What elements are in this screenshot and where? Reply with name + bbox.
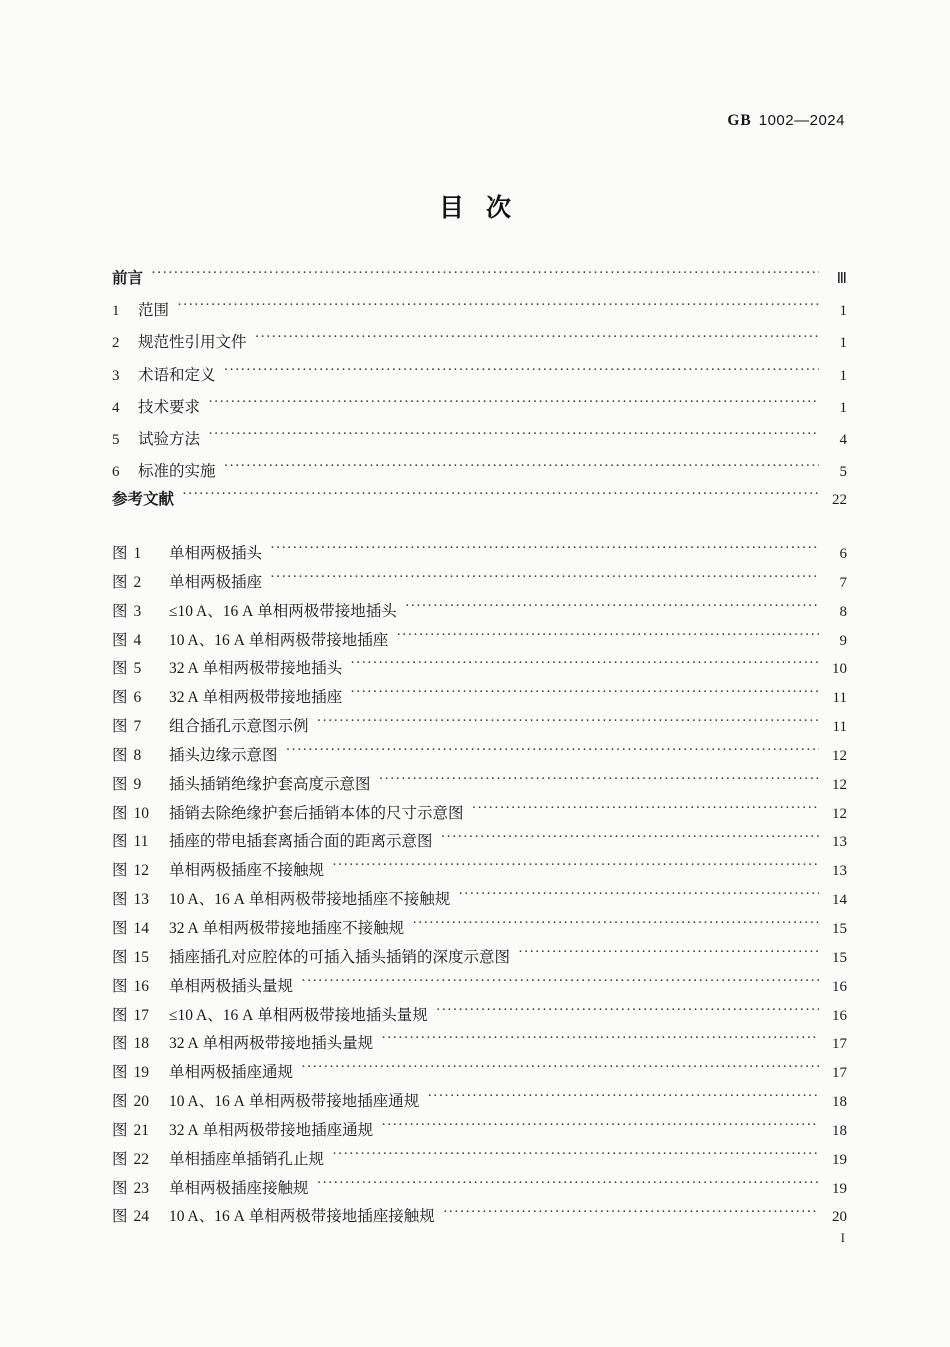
figure-number	[112, 628, 169, 650]
toc-page-number: 1	[839, 399, 847, 416]
dot-leader	[182, 489, 819, 505]
figure-number	[112, 570, 169, 592]
toc-page-number: 12	[832, 805, 847, 822]
figure-number	[112, 1089, 169, 1111]
toc-page-number: 20	[832, 1209, 847, 1226]
toc-entry-figure[interactable]	[112, 714, 847, 743]
toc-entry-figure[interactable]	[112, 1147, 847, 1176]
toc-entry-figure[interactable]	[112, 916, 847, 945]
figure-number	[112, 541, 169, 563]
toc-entry-label: 10 A、16 A 单相两极带接地插座	[169, 631, 389, 649]
standard-number: 1002—2024	[758, 112, 845, 129]
dot-leader	[412, 917, 819, 933]
figure-number	[112, 1118, 169, 1140]
toc-page-number: 16	[832, 1007, 847, 1024]
figure-index: 13	[133, 891, 150, 909]
toc-entry-figure[interactable]	[112, 858, 847, 887]
dot-leader	[270, 571, 819, 587]
toc-page-number: 13	[832, 834, 847, 851]
toc-entry-figure[interactable]	[112, 1118, 847, 1147]
figure-index: 9	[133, 775, 142, 793]
toc-entry-label: 术语和定义	[138, 366, 216, 384]
toc-page-number: 22	[832, 492, 847, 508]
toc-page-number: 13	[832, 863, 847, 880]
figure-index: 15	[133, 948, 150, 966]
figure-word: 图	[112, 660, 128, 678]
toc-entry-label: 10 A、16 A 单相两极带接地插座接触规	[169, 1208, 435, 1226]
toc-page-number: 1	[839, 335, 847, 352]
figure-number	[112, 743, 169, 765]
toc-entry-label: 插座插孔对应腔体的可插入插头插销的深度示意图	[169, 948, 511, 966]
toc-entry-references[interactable]	[112, 487, 847, 519]
toc-entry-figure[interactable]	[112, 628, 847, 657]
toc-page-number: 16	[832, 978, 847, 995]
figure-index: 6	[133, 689, 142, 707]
figure-index: 10	[133, 804, 150, 822]
toc-page-number: 10	[832, 661, 847, 678]
toc-entry-figure[interactable]	[112, 656, 847, 685]
figure-index: 17	[133, 1006, 150, 1024]
dot-leader	[208, 396, 819, 412]
toc-entry-label: 插销去除绝缘护套后插销本体的尺寸示意图	[169, 804, 464, 822]
figure-word: 图	[112, 1064, 128, 1082]
dot-leader	[286, 744, 819, 760]
toc-page-number: 18	[832, 1094, 847, 1111]
toc-entry-figure[interactable]	[112, 1176, 847, 1205]
toc-entry-label: 32 A 单相两极带接地插头量规	[169, 1035, 374, 1053]
toc-entry[interactable]	[112, 363, 847, 395]
dot-leader	[518, 946, 819, 962]
toc-entry-label: 技术要求	[138, 398, 201, 416]
toc-entry[interactable]	[112, 330, 847, 362]
figure-word: 图	[112, 631, 128, 649]
toc-entry[interactable]	[112, 395, 847, 427]
toc-entry-label: 单相两极插头	[169, 545, 263, 562]
figure-number	[112, 1060, 169, 1082]
figure-word: 图	[112, 602, 128, 620]
figure-word: 图	[112, 919, 128, 937]
toc-page-number: 12	[832, 776, 847, 793]
figure-number	[112, 858, 169, 880]
toc-entry-figure[interactable]	[112, 945, 847, 974]
toc-entry-label: 单相两极插头量规	[169, 977, 294, 995]
toc-page-number: 7	[839, 574, 847, 591]
dot-leader	[224, 364, 819, 380]
figure-index: 8	[133, 746, 142, 764]
figure-word: 图	[112, 545, 128, 562]
figure-word: 图	[112, 862, 128, 880]
toc-entry-figure[interactable]	[112, 801, 847, 830]
toc-entry-label: 32 A 单相两极带接地插座	[169, 689, 343, 707]
dot-leader	[224, 461, 819, 477]
figure-number	[112, 974, 169, 996]
dot-leader	[151, 268, 819, 284]
figure-word: 图	[112, 1035, 128, 1053]
figure-number	[112, 685, 169, 707]
figure-index: 19	[133, 1064, 150, 1082]
dot-leader	[472, 802, 819, 818]
toc-entry-label: ≤10 A、16 A 单相两极带接地插头	[169, 602, 397, 620]
figure-word: 图	[112, 891, 128, 909]
toc-entry-figure[interactable]	[112, 1031, 847, 1060]
toc-entry-label: 单相两极插座	[169, 573, 263, 591]
figure-word: 图	[112, 1093, 128, 1111]
figure-number	[112, 1176, 169, 1198]
figure-word: 图	[112, 1121, 128, 1139]
figure-index: 12	[133, 862, 150, 880]
folio-page-number: I	[840, 1230, 845, 1245]
toc-page-number: 14	[832, 892, 847, 909]
figure-word: 图	[112, 573, 128, 591]
toc-page-number: 17	[832, 1036, 847, 1053]
toc-entry-figure[interactable]	[112, 1003, 847, 1032]
dot-leader	[458, 889, 819, 905]
figure-index: 20	[133, 1093, 150, 1111]
figure-index: 3	[133, 602, 142, 620]
dot-leader	[208, 428, 819, 444]
toc-entry-label: 组合插孔示意图示例	[169, 718, 309, 736]
toc-references-list	[112, 487, 847, 519]
dot-leader	[381, 1033, 819, 1049]
toc-entry-number: 3	[112, 367, 120, 384]
figure-number	[112, 1204, 169, 1226]
toc-entry-figure[interactable]	[112, 974, 847, 1003]
toc-page-number: 15	[832, 949, 847, 966]
toc-entry-label: 单相插座单插销孔止规	[169, 1150, 325, 1168]
figure-number	[112, 1147, 169, 1169]
toc-entry-figure[interactable]	[112, 829, 847, 858]
figure-index: 4	[133, 631, 142, 649]
toc-entry-number: 5	[112, 431, 120, 448]
dot-leader	[436, 1004, 819, 1020]
dot-leader	[332, 1148, 819, 1164]
toc-entry-label: 单相两极插座通规	[169, 1064, 294, 1082]
toc-entry-figure[interactable]	[112, 887, 847, 916]
figure-index: 18	[133, 1035, 150, 1053]
toc-entry-figure[interactable]	[112, 685, 847, 714]
toc-page-number: 5	[839, 464, 847, 481]
toc-entry-figure[interactable]	[112, 772, 847, 801]
dot-leader	[177, 300, 819, 316]
figure-index: 23	[133, 1179, 150, 1197]
toc-entry-number: 1	[112, 303, 120, 320]
toc-page-number: 9	[839, 632, 847, 649]
toc-entry-figure[interactable]	[112, 599, 847, 628]
figure-index: 7	[133, 718, 142, 736]
figure-number	[112, 887, 169, 909]
toc-entry-label: 参考文献	[112, 491, 175, 508]
figure-word: 图	[112, 1006, 128, 1024]
figure-number	[112, 801, 169, 823]
page-title: 目次	[438, 194, 533, 222]
figure-word: 图	[112, 1179, 128, 1197]
dot-leader	[350, 658, 819, 674]
figure-number	[112, 656, 169, 678]
toc-page-number: 1	[839, 367, 847, 384]
toc-entry-figure[interactable]	[112, 1060, 847, 1089]
toc-page-number: 8	[839, 603, 847, 620]
dot-leader	[255, 332, 819, 348]
dot-leader	[317, 1177, 819, 1193]
toc-sections-list	[112, 266, 847, 491]
toc-entry-label: 32 A 单相两极带接地插头	[169, 660, 343, 678]
figure-number	[112, 945, 169, 967]
figure-index: 2	[133, 573, 142, 591]
toc-entry-label: 32 A 单相两极带接地插座不接触规	[169, 919, 405, 937]
running-header	[727, 112, 845, 130]
toc-page-number: 1	[839, 303, 847, 320]
dot-leader	[381, 1119, 819, 1135]
toc-entry[interactable]	[112, 298, 847, 330]
toc-page-number: Ⅲ	[836, 271, 847, 287]
toc-entry-label: 插头边缘示意图	[169, 746, 278, 764]
toc-entry-label: 插座的带电插套离插合面的距离示意图	[169, 833, 433, 851]
toc-entry-label: 单相两极插座接触规	[169, 1179, 309, 1197]
toc-entry-figure[interactable]	[112, 541, 847, 570]
figure-word: 图	[112, 977, 128, 995]
dot-leader	[441, 831, 819, 847]
figure-word: 图	[112, 718, 128, 736]
standard-prefix: GB	[727, 112, 752, 129]
toc-entry-label: 前言	[112, 270, 144, 287]
figure-index: 24	[133, 1208, 150, 1226]
figure-word: 图	[112, 833, 128, 851]
toc-entry[interactable]	[112, 427, 847, 459]
toc-entry-figure[interactable]	[112, 743, 847, 772]
dot-leader	[301, 975, 819, 991]
toc-page-number: 11	[832, 690, 847, 707]
dot-leader	[332, 860, 819, 876]
toc-entry-label: 单相两极插座不接触规	[169, 862, 325, 880]
toc-page-number: 15	[832, 920, 847, 937]
toc-entry-label: 标准的实施	[138, 463, 216, 481]
figure-word: 图	[112, 746, 128, 764]
toc-entry-label: 试验方法	[138, 430, 201, 448]
figure-index: 21	[133, 1121, 150, 1139]
dot-leader	[270, 543, 819, 559]
toc-entry[interactable]	[112, 266, 847, 298]
toc-entry-label: 32 A 单相两极带接地插座通规	[169, 1121, 374, 1139]
dot-leader	[396, 629, 819, 645]
figure-word: 图	[112, 804, 128, 822]
dot-leader	[443, 1206, 819, 1222]
figure-index: 16	[133, 977, 150, 995]
dot-leader	[317, 716, 819, 732]
figure-number	[112, 1031, 169, 1053]
figure-number	[112, 916, 169, 938]
figure-word: 图	[112, 948, 128, 966]
dot-leader	[301, 1062, 819, 1078]
figure-word: 图	[112, 689, 128, 707]
toc-page-number: 19	[832, 1180, 847, 1197]
figure-index: 5	[133, 660, 142, 678]
figure-number	[112, 772, 169, 794]
figure-index: 11	[133, 833, 149, 851]
figure-number	[112, 829, 169, 851]
toc-entry-figure[interactable]	[112, 570, 847, 599]
dot-leader	[405, 600, 819, 616]
dot-leader	[350, 687, 819, 703]
figure-word: 图	[112, 1150, 128, 1168]
toc-page-number: 4	[839, 431, 847, 448]
dot-leader	[427, 1091, 819, 1107]
toc-entry-label: 10 A、16 A 单相两极带接地插座通规	[169, 1093, 420, 1111]
toc-page-number: 12	[832, 747, 847, 764]
figure-word: 图	[112, 775, 128, 793]
toc-entry-number: 4	[112, 399, 120, 416]
toc-figures-list	[112, 541, 847, 1233]
figure-index: 14	[133, 919, 150, 937]
figure-number	[112, 1003, 169, 1025]
figure-number	[112, 714, 169, 736]
toc-page-number: 11	[832, 719, 847, 736]
figure-index: 1	[133, 545, 142, 562]
toc-entry-number: 6	[112, 464, 120, 481]
figure-index: 22	[133, 1150, 150, 1168]
toc-entry-label: 10 A、16 A 单相两极带接地插座不接触规	[169, 891, 451, 909]
toc-page-number: 19	[832, 1151, 847, 1168]
toc-entry-number: 2	[112, 335, 120, 352]
figure-number	[112, 599, 169, 621]
toc-page-number: 6	[839, 546, 847, 562]
toc-page-number: 17	[832, 1065, 847, 1082]
toc-entry-figure[interactable]	[112, 1204, 847, 1233]
toc-entry-label: 范围	[138, 302, 170, 320]
dot-leader	[379, 773, 819, 789]
toc-entry-label: ≤10 A、16 A 单相两极带接地插头量规	[169, 1006, 428, 1024]
figure-word: 图	[112, 1208, 128, 1226]
toc-entry-figure[interactable]	[112, 1089, 847, 1118]
toc-entry-label: 插头插销绝缘护套高度示意图	[169, 775, 371, 793]
toc-page-number: 18	[832, 1122, 847, 1139]
toc-entry-label: 规范性引用文件	[138, 334, 247, 352]
